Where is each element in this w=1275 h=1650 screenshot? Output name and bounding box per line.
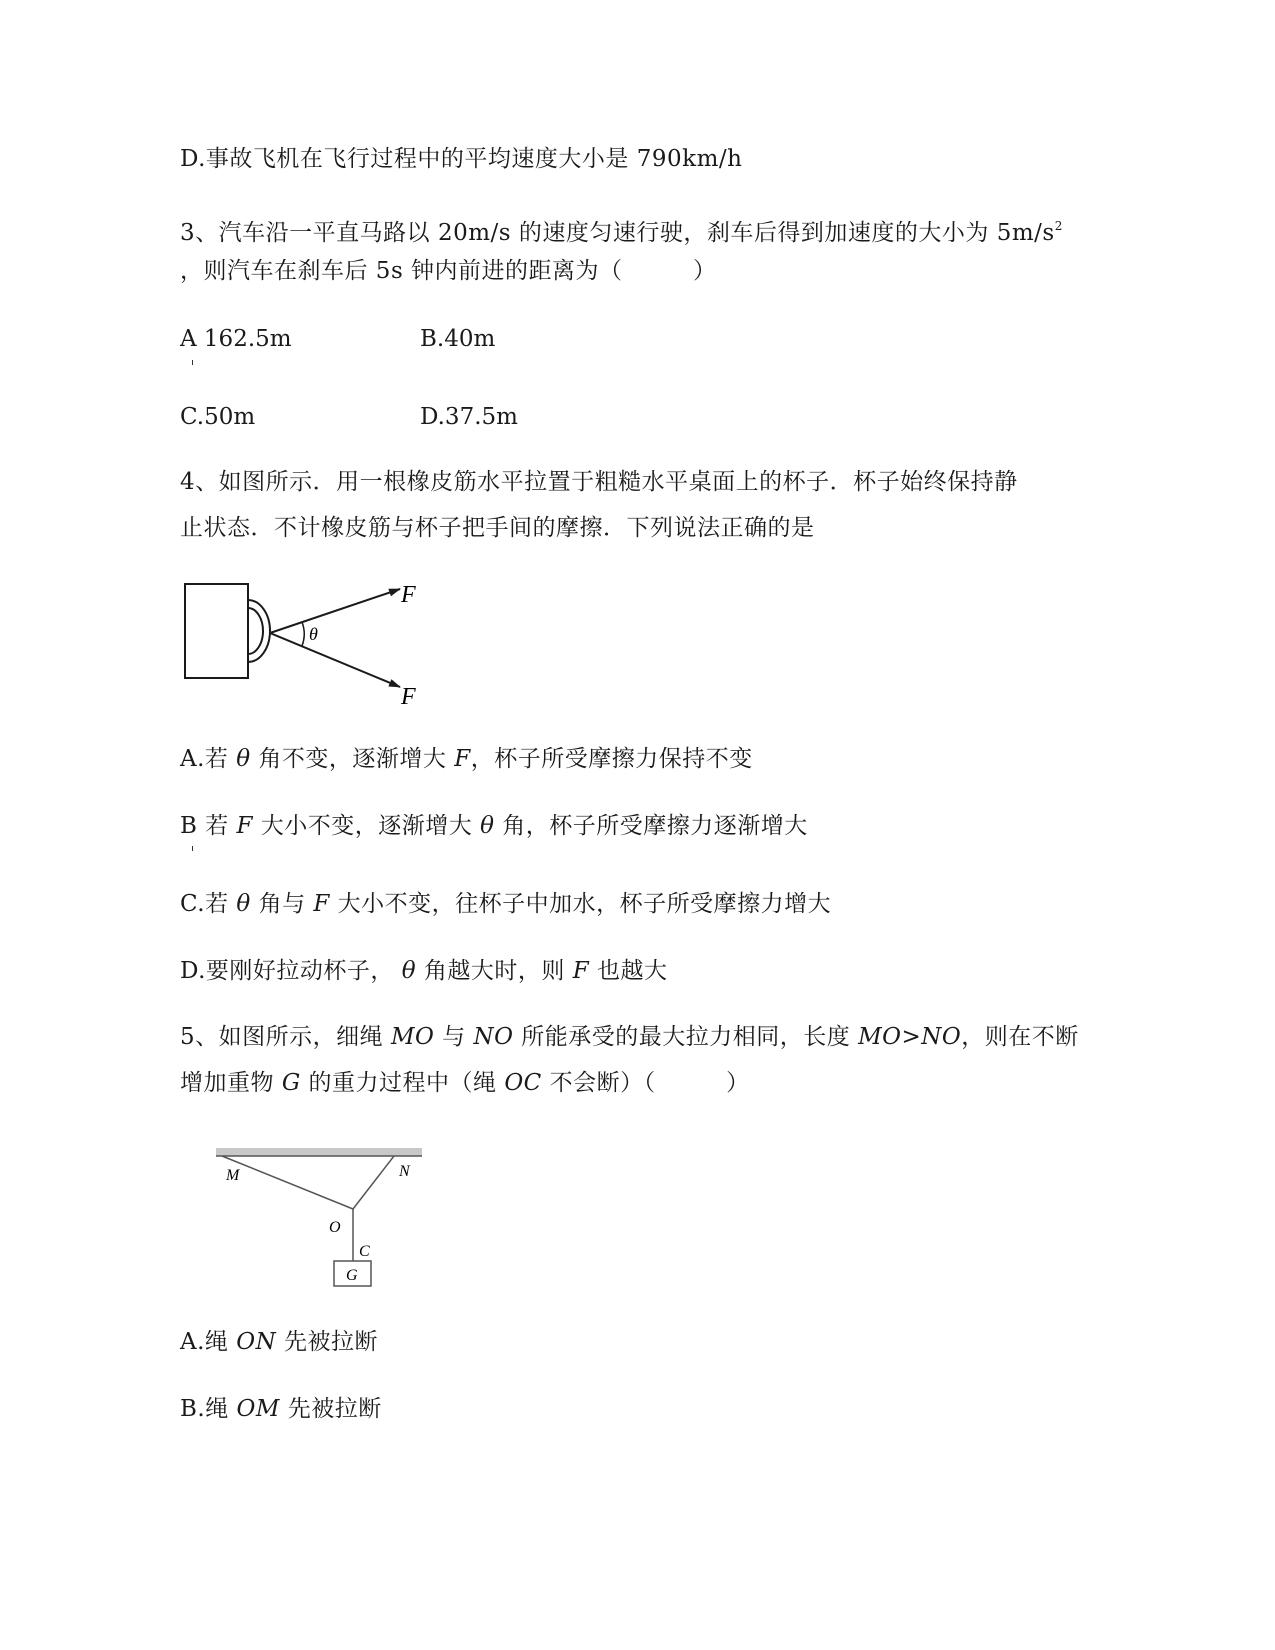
- q5-option-a: A.绳 ON 先被拉断: [180, 1329, 379, 1355]
- q3-option-a-mark: [192, 360, 193, 365]
- q4-option-b: B 若 F 大小不变，逐渐增大 θ 角，杯子所受摩擦力逐渐增大: [180, 813, 808, 839]
- angle-arc: [302, 622, 304, 646]
- force-label-bottom: F: [401, 684, 416, 710]
- angle-label: θ: [309, 624, 318, 644]
- rope-no: [353, 1156, 394, 1209]
- q3-option-b: B.40m: [420, 326, 496, 352]
- q4-stem-line2: 止状态．不计橡皮筋与杯子把手间的摩擦．下列说法正确的是: [180, 515, 815, 541]
- label-m: M: [226, 1167, 240, 1184]
- ceiling: [216, 1148, 422, 1156]
- q4-stem-line1: 4、如图所示．用一根橡皮筋水平拉置于粗糙水平桌面上的杯子．杯子始终保持静: [180, 469, 1018, 495]
- rope-mo: [222, 1156, 353, 1209]
- q3-stem-text: 3、汽车沿一平直马路以 20m/s 的速度匀速行驶，刹车后得到加速度的大小为 5m/s: [180, 220, 1055, 246]
- cup-handle-inner: [248, 608, 263, 654]
- label-n: N: [399, 1163, 410, 1180]
- q5-stem-line1: 5、如图所示，细绳 MO 与 NO 所能承受的最大拉力相同，长度 MO>NO，则在不断: [180, 1024, 1079, 1050]
- q4-cup-figure: [178, 570, 438, 720]
- q3-option-d: D.37.5m: [420, 404, 518, 430]
- q4-option-a: A.若 θ 角不变，逐渐增大 F，杯子所受摩擦力保持不变: [180, 746, 753, 772]
- q3-option-c: C.50m: [180, 404, 256, 430]
- q4-option-c: C.若 θ 角与 F 大小不变，往杯子中加水，杯子所受摩擦力增大: [180, 891, 832, 917]
- q4-option-d: D.要刚好拉动杯子， θ 角越大时，则 F 也越大: [180, 958, 668, 984]
- q4-option-b-mark: [192, 846, 193, 851]
- label-c: C: [359, 1243, 370, 1260]
- q3-stem-superscript: 2: [1054, 219, 1063, 233]
- force-arrow-bottom: [270, 633, 400, 687]
- label-o: O: [329, 1219, 341, 1236]
- q5-option-b: B.绳 OM 先被拉断: [180, 1396, 382, 1422]
- force-arrow-top: [270, 589, 400, 633]
- q3-option-a: A 162.5m: [180, 326, 292, 352]
- q3-stem-line2: ，则汽车在刹车后 5s 钟内前进的距离为（ ）: [180, 258, 717, 284]
- q2-option-d: D.事故飞机在飞行过程中的平均速度大小是 790km/h: [180, 146, 743, 172]
- label-g: G: [346, 1267, 358, 1284]
- q3-stem-line1: [180, 211, 1063, 248]
- cup-body: [185, 584, 248, 678]
- force-label-top: F: [401, 582, 416, 608]
- q5-stem-line2: 增加重物 G 的重力过程中（绳 OC 不会断）（ ）: [180, 1070, 750, 1096]
- q5-rope-figure: [210, 1140, 430, 1300]
